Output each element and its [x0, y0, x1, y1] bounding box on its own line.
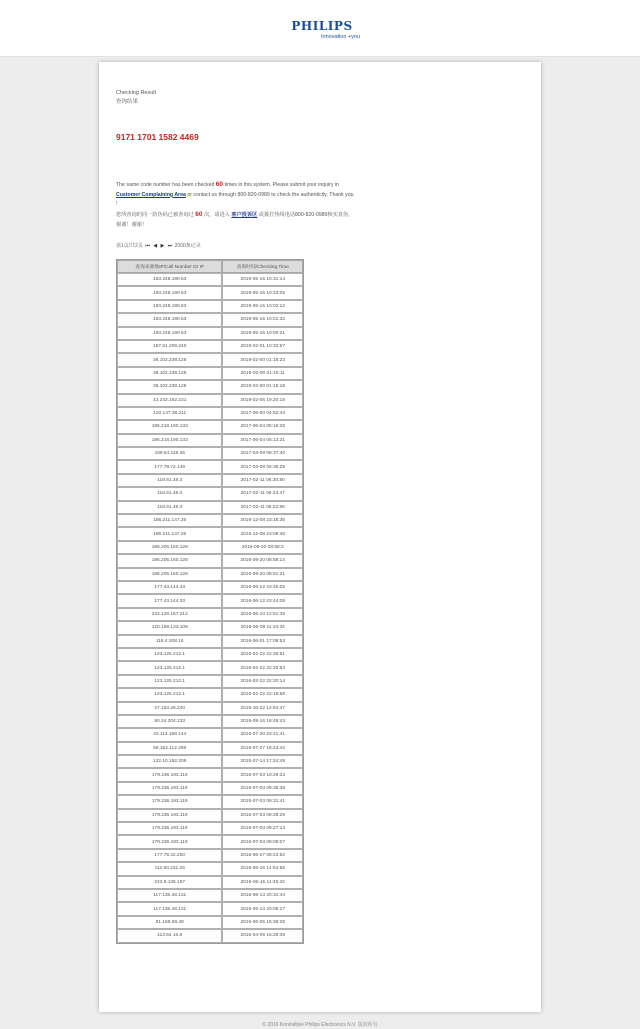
table-row [117, 568, 303, 581]
ip-cell: 118.61.48.3 [117, 501, 222, 514]
table-row [117, 702, 303, 715]
time-cell: 2019-05-15 10:01:32 [222, 313, 303, 326]
table-row [117, 728, 303, 741]
table-row [117, 407, 303, 420]
result-title: Checking Result [116, 90, 157, 96]
table-row [117, 876, 303, 889]
time-cell: 2015-07-20 23:41:41 [222, 728, 303, 741]
table-row [117, 648, 303, 661]
time-cell: 2015-07-03 09:27:14 [222, 822, 303, 835]
table-row [117, 313, 303, 326]
time-cell: 2015-06-27 08:43:52 [222, 849, 303, 862]
time-cell: 2019-05-15 10:23:05 [222, 286, 303, 299]
table-row [117, 661, 303, 674]
column-header-ip: 查询来源地IP/Call Number Or IP [117, 260, 222, 273]
ip-cell: 179.236.193.119 [117, 795, 222, 808]
table-row [117, 353, 303, 366]
ip-cell: 186.211.147.26 [117, 514, 222, 527]
table-row [117, 380, 303, 393]
ip-cell: 123.125.212.1 [117, 661, 222, 674]
ip-cell: 186.218.190.133 [117, 420, 222, 433]
pagination [116, 242, 201, 250]
ip-cell: 223.9.135.187 [117, 876, 222, 889]
table-row [117, 487, 303, 500]
table-row [117, 300, 303, 313]
time-cell: 2015-07-03 10:29:23 [222, 768, 303, 781]
check-records-table [116, 259, 304, 944]
ip-cell: 117.136.48.131 [117, 902, 222, 915]
prev-page-icon[interactable]: ◀ [153, 243, 158, 249]
ip-cell: 186.205.160.128 [117, 554, 222, 567]
table-row [117, 635, 303, 648]
result-card [99, 62, 541, 1012]
table-row [117, 394, 303, 407]
table-row [117, 594, 303, 607]
table-row [117, 581, 303, 594]
table-row [117, 862, 303, 875]
ip-cell: 58.162.112.299 [117, 742, 222, 755]
site-header [0, 0, 640, 57]
time-cell: 2015-06-05 15:38:29 [222, 916, 303, 929]
customer-complaining-link-cn[interactable]: 客户投诉区 [231, 212, 258, 218]
table-row [117, 514, 303, 527]
logo-wordmark: PHILIPS [291, 19, 353, 33]
ip-cell: 177.79.22.250 [117, 849, 222, 862]
time-cell: 2016-12-08 23:08:46 [222, 527, 303, 540]
table-row [117, 929, 303, 942]
table-row [117, 742, 303, 755]
time-cell: 2015-07-03 09:35:38 [222, 782, 303, 795]
time-cell: 2015-07-03 09:28:29 [222, 809, 303, 822]
table-body [117, 273, 303, 943]
time-cell: 2019-02-00 01:16:23 [222, 353, 303, 366]
ip-cell: 177.79.72.149 [117, 460, 222, 473]
table-row [117, 795, 303, 808]
check-count-cn: 60 [195, 211, 203, 218]
ip-cell: 43.242.152.231 [117, 394, 222, 407]
ip-cell: 27.153.26.240 [117, 702, 222, 715]
time-cell: 2017-03-09 06:35:29 [222, 460, 303, 473]
time-cell: 2015-07-27 18:43:42 [222, 742, 303, 755]
ip-cell: 118.61.48.3 [117, 487, 222, 500]
ip-cell: 36.102.238.128 [117, 367, 222, 380]
table-row [117, 447, 303, 460]
table-row [117, 916, 303, 929]
ip-cell: 177.43.144.33 [117, 581, 222, 594]
time-cell: 2015-06-13 20:34:44 [222, 889, 303, 902]
ip-cell: 169.54.118.36 [117, 447, 222, 460]
ip-cell: 179.236.193.119 [117, 782, 222, 795]
message-en-after: or contact us through 800-820-0989 to check the authenticity. Thank you ! [116, 191, 354, 208]
ip-cell: 120.158.133.108 [117, 621, 222, 634]
table-row [117, 527, 303, 540]
time-cell: 2016-06-12 23:46:05 [222, 581, 303, 594]
table-row [117, 501, 303, 514]
table-row [117, 541, 303, 554]
table-row [117, 889, 303, 902]
result-title-cn: 查询结果 [116, 99, 139, 105]
table-row [117, 340, 303, 353]
time-cell: 2017-03-09 08:37:40 [222, 447, 303, 460]
time-cell: 2016-06-12 23:44:08 [222, 594, 303, 607]
ip-cell: 183.248.190.63 [117, 286, 222, 299]
time-cell: 2016-02-22 22:19:58 [222, 688, 303, 701]
table-row [117, 809, 303, 822]
time-cell: 2015-09-16 18:48:43 [222, 715, 303, 728]
message-en [116, 180, 356, 210]
time-cell: 2015-07-14 17:24:49 [222, 755, 303, 768]
time-cell: 2017-06-04 05:16:28 [222, 420, 303, 433]
message-cn-before: 您所查询的同一防伪码已被查询过 [116, 212, 194, 218]
time-cell: 2019-02-05 19:20:18 [222, 394, 303, 407]
ip-cell: 179.236.193.119 [117, 768, 222, 781]
ip-cell: 186.218.190.133 [117, 434, 222, 447]
philips-logo[interactable] [282, 19, 362, 41]
ip-cell: 179.236.193.119 [117, 809, 222, 822]
time-cell: 2019-05-15 10:02:12 [222, 300, 303, 313]
ip-cell: 113.64.16.8 [117, 929, 222, 942]
ip-cell: 112.80.231.26 [117, 862, 222, 875]
table-row [117, 367, 303, 380]
table-row [117, 327, 303, 340]
table-row [117, 782, 303, 795]
time-cell: 2016-06-09 11:10:34 [222, 621, 303, 634]
ip-cell: 123.125.212.1 [117, 675, 222, 688]
time-cell: 2019-02-00 01:15:18 [222, 380, 303, 393]
ip-cell: 179.236.193.119 [117, 822, 222, 835]
ip-cell: 183.248.190.63 [117, 300, 222, 313]
check-count: 60 [215, 181, 224, 188]
time-cell: 2015-06-15 11:45:32 [222, 876, 303, 889]
ip-cell: 222.128.187.212 [117, 608, 222, 621]
message-cn-after: 或拨打热线电话800-820-0989核实真伪，谢谢！谢谢！ [116, 212, 354, 228]
time-cell: 2016-06-01 17:08:53 [222, 635, 303, 648]
ip-cell: 186.205.160.128 [117, 541, 222, 554]
time-cell: 2015-07-03 09:09:07 [222, 835, 303, 848]
time-cell: 2019-02-00 01:16:11 [222, 367, 303, 380]
table-row [117, 822, 303, 835]
logo-tagline: Innovation +you [321, 34, 360, 40]
time-cell: 2017-06-00 04:52:44 [222, 407, 303, 420]
table-row [117, 768, 303, 781]
time-cell: 2019-05-15 10:00:21 [222, 327, 303, 340]
ip-cell: 186.205.160.128 [117, 568, 222, 581]
table-row [117, 688, 303, 701]
ip-cell: 157.61.208.240 [117, 340, 222, 353]
table-row [117, 715, 303, 728]
time-cell: 2019-02-01 10:32:57 [222, 340, 303, 353]
checked-code: 9171 1701 1582 4469 [116, 132, 199, 142]
time-cell: 2017-02-11 06:24:47 [222, 487, 303, 500]
table-row [117, 460, 303, 473]
column-header-time: 查询时间/Checking Time [222, 260, 303, 273]
time-cell: 2016-09-20 08:51:21 [222, 568, 303, 581]
time-cell: 2016-02-22 22:26:51 [222, 648, 303, 661]
table-row [117, 849, 303, 862]
message-cn-middle: 次，请进入 [203, 212, 230, 218]
table-row [117, 434, 303, 447]
last-page-icon[interactable]: ⏭ [167, 243, 173, 249]
message-en-before: The same code number has been checked [116, 182, 215, 188]
ip-cell: 179.236.193.119 [117, 835, 222, 848]
message-en-middle: times in this system. Please submit your inquiry in [224, 182, 339, 188]
time-cell: 2016-06-10 12:51:38 [222, 608, 303, 621]
record-count: 2000条记录 [174, 243, 201, 249]
customer-complaining-link[interactable]: Customer Complaining Area [116, 191, 186, 198]
time-cell: 2016-09-20 08:58:14 [222, 554, 303, 567]
ip-cell: 80.24.204.233 [117, 715, 222, 728]
time-cell: 2015-04-05 15:29:39 [222, 929, 303, 942]
time-cell: 2016-02-22 22:20:14 [222, 675, 303, 688]
message-cn [116, 210, 356, 230]
time-cell: 2017-06-04 05:13:21 [222, 434, 303, 447]
table-row [117, 835, 303, 848]
ip-cell: 36.102.238.128 [117, 380, 222, 393]
ip-cell: 118.4.208.16 [117, 635, 222, 648]
time-cell: 2015-06-13 20:05:17 [222, 902, 303, 915]
footer-copyright: © 2016 Koninklijke Philips Electronics N.V. 版权所有 [262, 1022, 378, 1028]
ip-cell: 183.248.190.63 [117, 313, 222, 326]
time-cell: 2017-02-11 06:30:80 [222, 474, 303, 487]
table-row [117, 273, 303, 286]
ip-cell: 123.125.212.1 [117, 648, 222, 661]
ip-cell: 81.168.58.49 [117, 916, 222, 929]
ip-cell: 43.114.198.144 [117, 728, 222, 741]
time-cell: 2015-10-22 12:54:47 [222, 702, 303, 715]
ip-cell: 122.10.152.209 [117, 755, 222, 768]
table-row [117, 608, 303, 621]
table-row [117, 474, 303, 487]
ip-cell: 177.43.144.33 [117, 594, 222, 607]
ip-cell: 123.125.212.1 [117, 688, 222, 701]
table-row [117, 621, 303, 634]
table-header-row [117, 260, 303, 273]
time-cell: 2019-05-15 10:31:14 [222, 273, 303, 286]
ip-cell: 183.248.190.63 [117, 327, 222, 340]
table-row [117, 902, 303, 915]
time-cell: 2017-02-11 06:22:85 [222, 501, 303, 514]
table-row [117, 286, 303, 299]
first-page-icon[interactable]: ⏮ [145, 243, 150, 249]
time-cell: 2016-12-08 23:18:36 [222, 514, 303, 527]
table-row [117, 675, 303, 688]
time-cell: 2015-06-16 14:54:58 [222, 862, 303, 875]
ip-cell: 117.136.48.131 [117, 889, 222, 902]
page-info: 第1页/共2页 [116, 243, 143, 249]
table-row [117, 755, 303, 768]
ip-cell: 118.61.48.3 [117, 474, 222, 487]
ip-cell: 183.248.190.63 [117, 273, 222, 286]
table-row [117, 554, 303, 567]
time-cell: 2016-09-20 08:58:3 [222, 541, 303, 554]
next-page-icon[interactable]: ▶ [160, 243, 165, 249]
ip-cell: 120.147.38.211 [117, 407, 222, 420]
ip-cell: 186.211.147.26 [117, 527, 222, 540]
table-row [117, 420, 303, 433]
ip-cell: 36.102.238.128 [117, 353, 222, 366]
time-cell: 2016-02-22 22:20:53 [222, 661, 303, 674]
time-cell: 2015-07-03 09:31:41 [222, 795, 303, 808]
